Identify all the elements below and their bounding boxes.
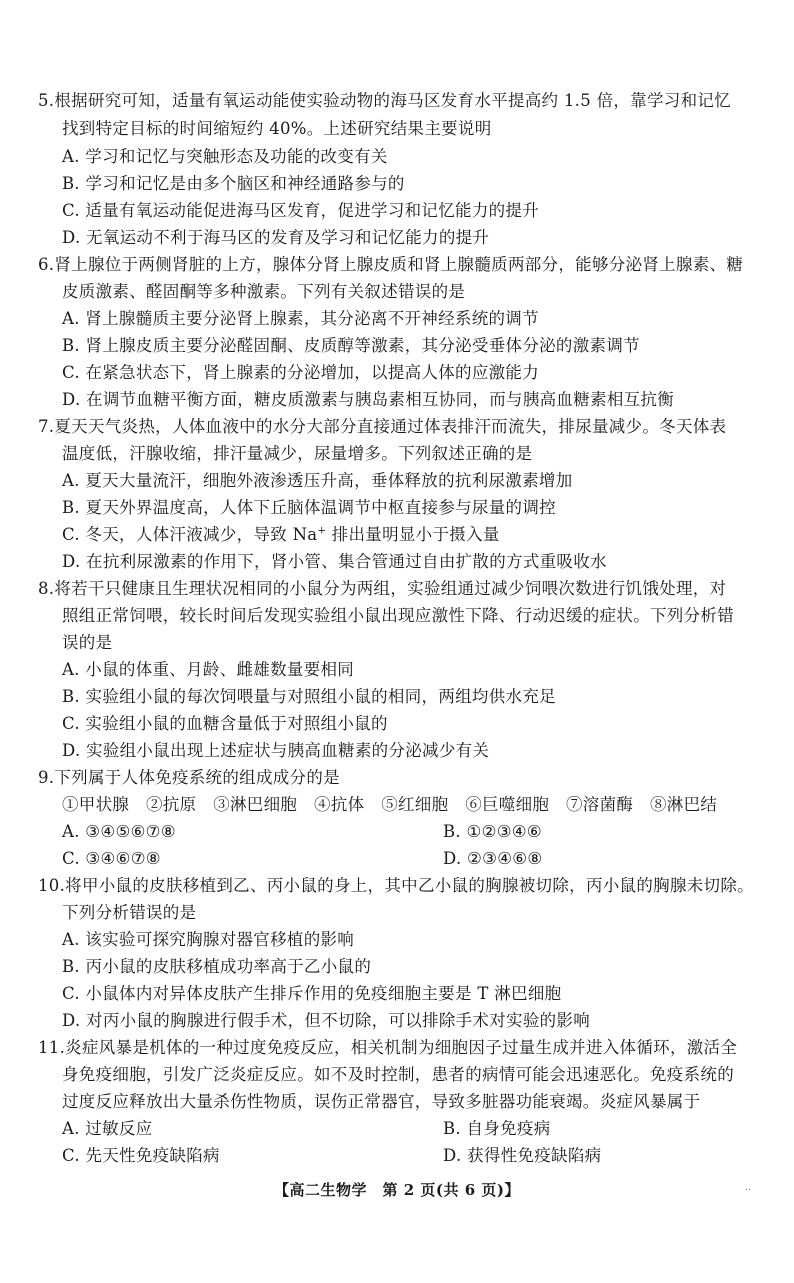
q7-stem-line-1: 7.夏天天气炎热，人体血液中的水分大部分直接通过体表排汗而流失，排尿量减少。冬天体表 <box>38 417 727 436</box>
q5-option-a: A. 学习和记忆与突触形态及功能的改变有关 <box>62 147 388 166</box>
page-footer: 【高二生物学 第 2 页(共 6 页)】 <box>274 1181 520 1199</box>
q7-stem-line-2: 温度低，汗腺收缩，排汗量减少，尿量增多。下列叙述正确的是 <box>62 444 533 463</box>
q9-option-b: B. ①②③④⑥ <box>443 822 542 841</box>
q10-option-c: C. 小鼠体内对异体皮肤产生排斥作用的免疫细胞主要是 T 淋巴细胞 <box>62 984 562 1003</box>
q8-option-b: B. 实验组小鼠的每次饲喂量与对照组小鼠的相同，两组均供水充足 <box>62 687 556 706</box>
q7-option-c-text: C. 冬天，人体汗液减少，导致 Na <box>62 525 318 544</box>
q8-option-c: C. 实验组小鼠的血糖含量低于对照组小鼠的 <box>62 714 388 733</box>
q9-option-a: A. ③④⑤⑥⑦⑧ <box>62 822 176 841</box>
q9-stem-line-1: 9.下列属于人体免疫系统的组成成分的是 <box>38 768 340 787</box>
q6-stem-line-2: 皮质激素、醛固酮等多种激素。下列有关叙述错误的是 <box>62 282 466 301</box>
q11-stem-line-1: 11.炎症风暴是机体的一种过度免疫反应，相关机制为细胞因子过量生成并进入体循环，激活全 <box>38 1038 738 1057</box>
q10-option-b: B. 丙小鼠的皮肤移植成功率高于乙小鼠的 <box>62 957 372 976</box>
q5-option-b: B. 学习和记忆是由多个脑区和神经通路参与的 <box>62 174 405 193</box>
corner-mark: ·· <box>745 1185 752 1196</box>
q8-option-d: D. 实验组小鼠出现上述症状与胰高血糖素的分泌减少有关 <box>62 741 490 760</box>
q5-option-c: C. 适量有氧运动能促进海马区发育，促进学习和记忆能力的提升 <box>62 201 540 220</box>
q5-stem-line-2: 找到特定目标的时间缩短约 40%。上述研究结果主要说明 <box>62 119 492 138</box>
q11-option-a: A. 过敏反应 <box>62 1119 153 1138</box>
q11-option-c: C. 先天性免疫缺陷病 <box>62 1146 220 1165</box>
q8-stem-line-1: 8.将若干只健康且生理状况相同的小鼠分为两组，实验组通过减少饲喂次数进行饥饿处理，对 <box>38 579 727 598</box>
q5-stem-line-1: 5.根据研究可知，适量有氧运动能使实验动物的海马区发育水平提高约 1.5 倍，靠学习和记忆 <box>38 91 731 110</box>
q6-option-c: C. 在紧急状态下，肾上腺素的分泌增加，以提高人体的应激能力 <box>62 363 540 382</box>
q8-option-a: A. 小鼠的体重、月龄、雌雄数量要相同 <box>62 660 355 679</box>
q6-stem-line-1: 6.肾上腺位于两侧肾脏的上方，腺体分肾上腺皮质和肾上腺髓质两部分，能够分泌肾上腺素、糖 <box>38 255 744 274</box>
q10-stem-line-1: 10.将甲小鼠的皮肤移植到乙、丙小鼠的身上，其中乙小鼠的胸腺被切除，丙小鼠的胸腺未切除。 <box>38 876 754 895</box>
q10-stem-line-2: 下列分析错误的是 <box>62 903 197 922</box>
q11-stem-line-3: 过度反应释放出大量杀伤性物质，误伤正常器官，导致多脏器功能衰竭。炎症风暴属于 <box>62 1092 701 1111</box>
q11-option-d: D. 获得性免疫缺陷病 <box>443 1146 602 1165</box>
q7-option-c <box>62 524 500 546</box>
q9-option-d: D. ②③④⑥⑧ <box>443 849 543 868</box>
q7-option-d: D. 在抗利尿激素的作用下，肾小管、集合管通过自由扩散的方式重吸收水 <box>62 552 607 571</box>
q8-stem-line-2: 照组正常饲喂，较长时间后发现实验组小鼠出现应激性下降、行动迟缓的症状。下列分析错 <box>62 606 734 625</box>
q6-option-d: D. 在调节血糖平衡方面，糖皮质激素与胰岛素相互协同，而与胰高血糖素相互抗衡 <box>62 390 675 409</box>
q5-option-d: D. 无氧运动不利于海马区的发育及学习和记忆能力的提升 <box>62 228 490 247</box>
q7-option-c-sup: + <box>317 525 327 537</box>
q7-option-a: A. 夏天大量流汗，细胞外液渗透压升高，垂体释放的抗利尿激素增加 <box>62 471 573 490</box>
q7-option-c-tail: 排出量明显小于摄入量 <box>326 525 500 544</box>
q11-option-b: B. 自身免疫病 <box>443 1119 551 1138</box>
q10-option-d: D. 对丙小鼠的胸腺进行假手术，但不切除，可以排除手术对实验的影响 <box>62 1011 591 1030</box>
q8-stem-line-3: 误的是 <box>62 633 113 652</box>
q6-option-a: A. 肾上腺髓质主要分泌肾上腺素，其分泌离不开神经系统的调节 <box>62 309 539 328</box>
q9-option-c: C. ③④⑥⑦⑧ <box>62 849 161 868</box>
q10-option-a: A. 该实验可探究胸腺对器官移植的影响 <box>62 930 355 949</box>
q7-option-b: B. 夏天外界温度高，人体下丘脑体温调节中枢直接参与尿量的调控 <box>62 498 556 517</box>
q9-items: ①甲状腺 ②抗原 ③淋巴细胞 ④抗体 ⑤红细胞 ⑥巨噬细胞 ⑦溶菌酶 ⑧淋巴结 <box>62 795 718 814</box>
q11-stem-line-2: 身免疫细胞，引发广泛炎症反应。如不及时控制，患者的病情可能会迅速恶化。免疫系统的 <box>62 1065 734 1084</box>
q6-option-b: B. 肾上腺皮质主要分泌醛固酮、皮质醇等激素，其分泌受垂体分泌的激素调节 <box>62 336 640 355</box>
